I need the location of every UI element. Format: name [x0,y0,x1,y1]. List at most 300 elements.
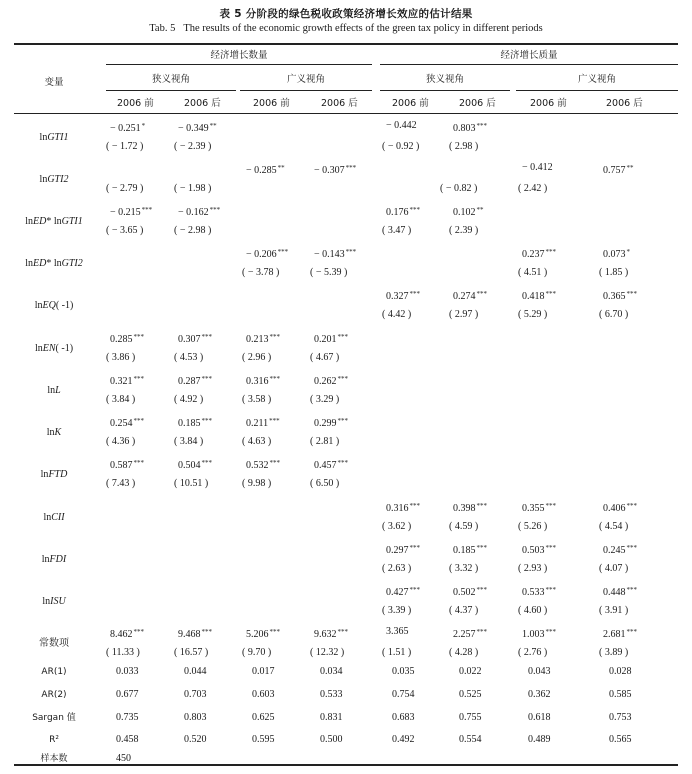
coef-cell [603,584,637,599]
coef-cell [522,162,553,174]
coef-value: 2.257 [453,629,476,640]
coef-value: 9.632 [314,629,337,640]
significance-stars: *** [337,375,348,383]
significance-stars: *** [409,290,420,298]
coef-value: − 0.349 [178,123,209,134]
stat-value: 450 [116,753,131,764]
stat-value: 0.595 [252,734,275,745]
variable-label: lnISU [42,596,66,607]
coef-value: 1.003 [522,629,545,640]
se-cell: ( 4.37 ) [449,605,479,616]
significance-stars: *** [545,290,556,298]
stat-value: 0.043 [528,666,551,677]
se-cell: ( 4.67 ) [310,352,340,363]
coef-cell [314,331,348,346]
stat-value: 0.033 [116,666,139,677]
coef-cell [178,204,220,219]
se-cell: ( 1.51 ) [382,647,412,658]
col-header-4: 2006 后 [321,98,358,109]
stat-value: 0.554 [459,734,482,745]
coef-cell [246,373,280,388]
se-cell: ( 9.70 ) [242,647,272,658]
stat-value: 0.831 [320,712,343,723]
coef-value: 0.316 [246,376,269,387]
se-cell: ( 2.96 ) [242,352,272,363]
coef-value: 0.448 [603,587,626,598]
coef-value: − 0.215 [110,207,141,218]
se-cell: ( 4.07 ) [599,563,629,574]
table-title-en [0,23,692,34]
stat-value: 0.753 [609,712,632,723]
stat-value: 0.525 [459,689,482,700]
coef-value: 0.504 [178,460,201,471]
coef-value: 0.254 [110,418,133,429]
stat-value: 0.755 [459,712,482,723]
coef-cell [178,373,212,388]
significance-stars: *** [545,586,556,594]
coef-cell [522,500,556,515]
group2-rule [380,64,678,65]
se-cell: ( 2.81 ) [310,436,340,447]
coef-cell [314,415,348,430]
coef-cell [603,500,637,515]
broad1-rule [240,90,372,91]
significance-stars: *** [269,628,280,636]
se-cell: ( 11.33 ) [106,647,140,658]
coef-cell [386,500,420,515]
coef-value: − 0.442 [386,120,417,131]
coef-cell [453,542,487,557]
coef-cell [603,288,637,303]
significance-stars: *** [409,586,420,594]
coef-value: 0.237 [522,249,545,260]
se-cell: ( 3.84 ) [174,436,204,447]
col-header-6: 2006 后 [459,98,496,109]
stat-label: AR(2) [41,690,67,700]
coef-value: 0.532 [246,460,269,471]
se-cell: ( − 2.98 ) [174,225,212,236]
col-header-3: 2006 前 [253,98,290,109]
coef-value: 0.285 [110,334,133,345]
se-cell: ( 4.54 ) [599,521,629,532]
narrow2-rule [380,90,510,91]
significance-stars: *** [201,417,212,425]
stat-value: 0.677 [116,689,139,700]
coef-cell [522,584,556,599]
se-cell: ( − 0.82 ) [440,183,478,194]
coef-value: 0.757 [603,165,626,176]
significance-stars: *** [277,248,289,256]
coef-cell [453,288,487,303]
coef-cell [314,373,348,388]
coef-value: 5.206 [246,629,269,640]
variable-label: lnCII [43,512,65,523]
coef-value: 0.287 [178,376,201,387]
significance-stars: * [141,122,146,130]
coef-cell [522,246,556,261]
coef-cell [603,162,634,177]
coef-value: 0.102 [453,207,476,218]
stat-value: 0.625 [252,712,275,723]
significance-stars: *** [545,544,556,552]
stat-value: 0.565 [609,734,632,745]
broad-header-2: 广义视角 [577,74,616,85]
coef-cell [453,204,484,219]
significance-stars: *** [201,375,212,383]
se-cell: ( − 3.65 ) [106,225,144,236]
table-title-cn: 表 5 分阶段的绿色税收政策经济增长效应的估计结果 [219,8,473,20]
coef-cell [386,626,409,638]
se-cell: ( 4.28 ) [449,647,479,658]
se-cell: ( 4.59 ) [449,521,479,532]
significance-stars: *** [626,290,637,298]
se-cell: ( − 5.39 ) [310,267,348,278]
coef-cell [110,204,152,219]
coef-cell [110,331,144,346]
significance-stars: *** [476,628,487,636]
coef-value: 9.468 [178,629,201,640]
coef-cell [246,457,280,472]
se-cell: ( 9.98 ) [242,478,272,489]
coef-value: 0.299 [314,418,337,429]
coef-cell [178,331,212,346]
se-cell: ( 7.43 ) [106,478,136,489]
coef-cell [110,415,144,430]
col-header-2: 2006 后 [184,98,221,109]
se-cell: ( 3.32 ) [449,563,479,574]
variable-label: lnFDI [41,554,67,565]
coef-value: 0.418 [522,291,545,302]
significance-stars: *** [269,417,280,425]
se-cell: ( − 2.79 ) [106,183,144,194]
coef-value: 0.211 [246,418,269,429]
se-cell: ( 3.62 ) [382,521,412,532]
coef-cell [386,120,417,132]
coef-value: 0.803 [453,123,476,134]
significance-stars: *** [133,417,144,425]
group-quantity-header: 经济增长数量 [210,50,268,61]
coef-cell [110,120,145,135]
table-bottom-rule [14,764,678,766]
coef-value: 0.502 [453,587,476,598]
coef-value: 0.201 [314,334,337,345]
coef-value: 0.245 [603,545,626,556]
variable-label: lnED* lnGTI2 [25,258,83,269]
se-cell: ( 4.63 ) [242,436,272,447]
narrow-header-1: 狭义视角 [151,74,190,85]
se-cell: ( 12.32 ) [310,647,345,658]
variable-label: lnGTI2 [39,174,69,185]
coef-value: − 0.412 [522,162,553,173]
stat-value: 0.035 [392,666,415,677]
stat-value: 0.683 [392,712,415,723]
coef-cell [110,626,144,641]
coef-cell [246,162,285,177]
coef-value: 0.427 [386,587,409,598]
coef-value: 0.185 [453,545,476,556]
coef-cell [178,120,217,135]
coef-value: 0.365 [603,291,626,302]
significance-stars: *** [345,248,357,256]
coef-cell [453,584,487,599]
coef-cell [178,626,212,641]
coef-cell [110,373,144,388]
coef-value: 0.503 [522,545,545,556]
coef-value: − 0.307 [314,165,345,176]
se-cell: ( 4.42 ) [382,309,412,320]
narrow1-rule [106,90,236,91]
se-cell: ( 16.57 ) [174,647,209,658]
significance-stars: *** [626,628,637,636]
significance-stars: *** [409,206,420,214]
significance-stars: *** [626,502,637,510]
se-cell: ( 5.26 ) [518,521,548,532]
stat-value: 0.754 [392,689,415,700]
coef-cell [386,204,420,219]
se-cell: ( 4.53 ) [174,352,204,363]
coef-value: 0.533 [522,587,545,598]
se-cell: ( 4.60 ) [518,605,548,616]
coef-value: 0.457 [314,460,337,471]
stat-value: 0.022 [459,666,482,677]
significance-stars: *** [337,333,348,341]
coef-value: 0.307 [178,334,201,345]
se-cell: ( − 2.39 ) [174,141,212,152]
variable-label: lnL [47,385,61,396]
coef-value: − 0.251 [110,123,141,134]
se-cell: ( 2.93 ) [518,563,548,574]
table-caption-en: The results of the economic growth effects of the green tax policy in different periods [183,23,543,34]
coef-cell [246,415,280,430]
coef-cell [522,542,556,557]
table-number-en: Tab. 5 [149,23,176,34]
significance-stars: *** [545,628,556,636]
coef-cell [314,246,356,261]
coef-cell [386,542,420,557]
se-cell: ( 6.50 ) [310,478,340,489]
se-cell: ( 5.29 ) [518,309,548,320]
variable-label: lnK [46,427,62,438]
significance-stars: ** [626,164,634,172]
se-cell: ( 3.58 ) [242,394,272,405]
significance-stars: *** [476,290,487,298]
header-bottom-rule [14,113,678,114]
significance-stars: *** [626,544,637,552]
se-cell: ( − 1.98 ) [174,183,212,194]
significance-stars: *** [133,628,144,636]
narrow-header-2: 狭义视角 [425,74,464,85]
coef-cell [603,626,637,641]
coef-value: 0.274 [453,291,476,302]
coef-value: 0.316 [386,503,409,514]
se-cell: ( 3.84 ) [106,394,136,405]
coef-cell [314,626,348,641]
se-cell: ( 2.63 ) [382,563,412,574]
stat-value: 0.044 [184,666,207,677]
se-cell: ( 6.70 ) [599,309,629,320]
se-cell: ( 2.39 ) [449,225,479,236]
coef-value: 0.262 [314,376,337,387]
coef-cell [603,542,637,557]
significance-stars: *** [201,628,212,636]
coef-cell [178,415,212,430]
variable-label: lnGTI1 [39,132,69,143]
significance-stars: *** [545,248,556,256]
significance-stars: *** [476,586,487,594]
se-cell: ( 4.36 ) [106,436,136,447]
stat-value: 0.585 [609,689,632,700]
significance-stars: *** [141,206,153,214]
broad-header-1: 广义视角 [286,74,325,85]
significance-stars: *** [545,502,556,510]
coef-value: − 0.285 [246,165,277,176]
significance-stars: *** [337,459,348,467]
stat-value: 0.703 [184,689,207,700]
stat-value: 0.803 [184,712,207,723]
coef-cell [314,457,348,472]
coef-value: 0.355 [522,503,545,514]
stat-value: 0.533 [320,689,343,700]
significance-stars: ** [476,206,484,214]
coef-value: 0.321 [110,376,133,387]
col-header-8: 2006 后 [606,98,643,109]
coef-value: 0.297 [386,545,409,556]
significance-stars: *** [345,164,357,172]
coef-value: − 0.162 [178,207,209,218]
significance-stars: *** [337,628,348,636]
variable-label: lnED* lnGTI1 [25,216,83,227]
stat-value: 0.520 [184,734,207,745]
se-cell: ( − 3.78 ) [242,267,280,278]
significance-stars: *** [476,122,487,130]
coef-value: 3.365 [386,626,409,637]
coef-cell [522,288,556,303]
variable-header: 变量 [44,77,64,88]
coef-cell [522,626,556,641]
group1-rule [106,64,372,65]
coef-value: 0.176 [386,207,409,218]
coef-cell [246,246,288,261]
stat-value: 0.362 [528,689,551,700]
significance-stars: *** [201,459,212,467]
se-cell: ( 2.42 ) [518,183,548,194]
significance-stars: *** [409,502,420,510]
coef-value: 8.462 [110,629,133,640]
se-cell: ( 1.85 ) [599,267,629,278]
significance-stars: *** [269,375,280,383]
col-header-1: 2006 前 [117,98,154,109]
stat-label: AR(1) [41,667,67,677]
stat-value: 0.017 [252,666,275,677]
stat-value: 0.028 [609,666,632,677]
variable-label: lnFTD [40,469,68,480]
coef-value: 0.073 [603,249,626,260]
col-header-5: 2006 前 [392,98,429,109]
significance-stars: *** [209,206,221,214]
se-cell: ( 3.91 ) [599,605,629,616]
coef-value: 0.587 [110,460,133,471]
coef-cell [453,500,487,515]
coef-value: 2.681 [603,629,626,640]
stat-value: 0.618 [528,712,551,723]
se-cell: ( − 0.92 ) [382,141,420,152]
se-cell: ( 4.51 ) [518,267,548,278]
se-cell: ( 2.97 ) [449,309,479,320]
se-cell: ( 3.29 ) [310,394,340,405]
broad2-rule [516,90,678,91]
se-cell: ( 3.47 ) [382,225,412,236]
significance-stars: *** [133,333,144,341]
variable-label: lnEN( -1) [34,343,74,354]
coef-value: − 0.143 [314,249,345,260]
se-cell: ( 3.89 ) [599,647,629,658]
se-cell: ( 2.76 ) [518,647,548,658]
coef-cell [246,331,280,346]
coef-cell [178,457,212,472]
significance-stars: *** [626,586,637,594]
significance-stars: *** [476,544,487,552]
coef-cell [453,626,487,641]
stat-value: 0.492 [392,734,415,745]
coef-cell [314,162,356,177]
stat-value: 0.603 [252,689,275,700]
variable-label: lnEQ( -1) [34,300,74,311]
variable-label: 常数项 [39,638,69,649]
coef-cell [603,246,630,261]
top-rule [14,43,678,45]
group-quality-header: 经济增长质量 [500,50,558,61]
coef-cell [386,584,420,599]
stat-value: 0.500 [320,734,343,745]
coef-value: 0.406 [603,503,626,514]
coef-value: 0.398 [453,503,476,514]
significance-stars: *** [201,333,212,341]
coef-cell [246,626,280,641]
significance-stars: *** [133,375,144,383]
significance-stars: ** [209,122,217,130]
se-cell: ( − 1.72 ) [106,141,144,152]
coef-cell [386,288,420,303]
se-cell: ( 2.98 ) [449,141,479,152]
significance-stars: *** [476,502,487,510]
coef-value: 0.213 [246,334,269,345]
se-cell: ( 10.51 ) [174,478,209,489]
stat-label: 样本数 [40,754,68,764]
stat-value: 0.489 [528,734,551,745]
coef-value: 0.185 [178,418,201,429]
coef-cell [110,457,144,472]
stat-value: 0.735 [116,712,139,723]
col-header-7: 2006 前 [530,98,567,109]
significance-stars: *** [409,544,420,552]
significance-stars: ** [277,164,285,172]
significance-stars: *** [269,459,280,467]
significance-stars: *** [133,459,144,467]
stat-label: R² [49,735,59,745]
se-cell: ( 3.86 ) [106,352,136,363]
significance-stars: * [626,248,630,256]
stat-value: 0.034 [320,666,343,677]
se-cell: ( 3.39 ) [382,605,412,616]
stat-label: Sargan 值 [32,713,76,723]
stat-value: 0.458 [116,734,139,745]
coef-value: 0.327 [386,291,409,302]
significance-stars: *** [269,333,280,341]
coef-cell [453,120,487,135]
coef-value: − 0.206 [246,249,277,260]
significance-stars: *** [337,417,348,425]
se-cell: ( 4.92 ) [174,394,204,405]
